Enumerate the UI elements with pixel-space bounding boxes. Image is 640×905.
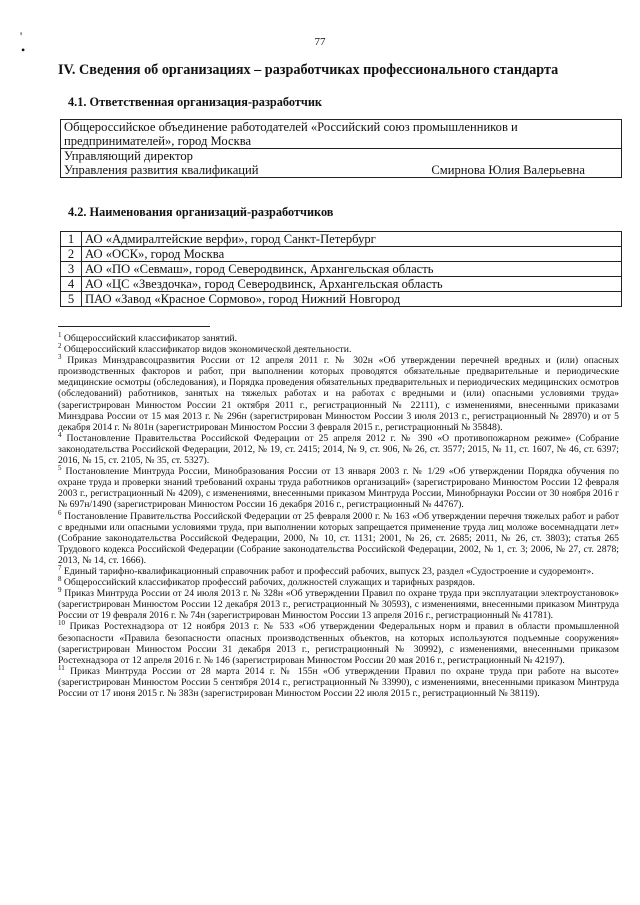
developer-row	[61, 277, 622, 292]
signatory-person: Смирнова Юлия Валерьевна	[431, 163, 585, 177]
footnote-number: 8	[58, 574, 62, 583]
footnote-number: 7	[58, 563, 62, 572]
responsible-heading: 4.1. Ответственная организация-разработчик	[68, 95, 322, 109]
footnote	[58, 563, 619, 577]
page-number: 77	[314, 36, 326, 48]
footnote-number: 5	[58, 463, 62, 472]
scan-mark-bottom: •	[21, 43, 26, 57]
footnote-number: 6	[58, 508, 62, 517]
signatory-position: Управляющий директор	[64, 149, 193, 163]
signatory-line	[64, 163, 618, 177]
footnote	[58, 352, 620, 433]
footnote	[58, 585, 619, 622]
footnote-text: Приказ Минтруда России от 28 марта 2014 г. № 155н «Об утверждении Правил по охране труда при работе на высоте» (зарегистрирован Минюстом России 5 сентября 2014 г., регистрационный № 33990), с изменениями, внесенными приказом Минтруда России от 17 июня 2015 г. № 383н (зарегистрирован Минюстом России 22 июля 2015 г., регистрационный № 38119).	[58, 665, 620, 699]
footnote-text: Приказ Минтруда России от 24 июля 2013 г. № 328н «Об утверждении Правил по охране труда при эксплуатации электроустановок» (зарегистрирован Минюстом России 12 декабря 2013 г., регистрационный № 30593), с изменениями, внесенными приказом Минтруда России от 19 февраля 2016 г. № 74н (зарегистрирован Минюстом России 13 апреля 2016 г., регистрационный № 41781).	[58, 588, 619, 622]
footnote-text: Приказ Минздравсоцразвития России от 12 апреля 2011 г. № 302н «Об утверждении перечней вредных и (или) опасных производственных факторов и работ, при выполнении которых проводятся обязательные предварительные и периодические медицинские осмотры (обследования), и Порядка проведения обязательных предварительных и периодических медицинских осмотров (обследований) работников, занятых на тяжелых работах и на работах с вредными и (или) опасными условиями труда» (зарегистрирован Минюстом России 21 октября 2011 г., регистрационный № 22111), с изменениями, внесенными приказами Минздрава России от 15 мая 2013 г. № 296н (зарегистрирован Минюстом России 3 июля 2013 г., регистрационный № 28970) и от 5 декабря 2014 г. № 801н (зарегистрирован Минюстом России 3 февраля 2015 г., регистрационный № 35848).	[58, 355, 620, 433]
footnote-text: Постановление Правительства Российской Федерации от 25 февраля 2000 г. № 163 «Об утверждении перечня тяжелых работ и работ с вредными или опасными условиями труда, при выполнении которых запрещается применение труда лиц моложе восемнадцати лет» (Собрание законодательства Российской Федерации, 2000, № 10, ст. 1131; 2001, № 26, ст. 2685; 2011, № 26, ст. 3803); статья 265 Трудового кодекса Российской Федерации (Собрание законодательства Российской Федерации, 2002, № 1, ст. 3; 2006, № 27, ст. 2878; 2013, № 14, ст. 1666).	[58, 510, 619, 566]
footnote-number: 1	[58, 330, 62, 339]
footnote-text: Постановление Минтруда России, Минобразования России от 13 января 2003 г. № 1/29 «Об утверждении Порядка обучения по охране труда и проверки знаний требований охраны труда работников организаций» (зарегистрировано Минюстом России 12 февраля 2003 г., регистрационный № 4209), с изменениями, внесенными приказом Минтруда России, Минобрнауки России от 30 ноября 2016 г № 697н/1490 (зарегистрирован Минюстом России 16 декабря 2016 г., регистрационный № 44767).	[58, 466, 619, 511]
footnote	[58, 341, 619, 356]
footnote-number: 9	[58, 585, 62, 594]
developer-name: АО «ПО «Севмаш», город Северодвинск, Архангельская область	[82, 262, 622, 277]
developer-name: АО «ЦС «Звездочка», город Северодвинск, Архангельская область	[82, 277, 622, 292]
footnote	[58, 463, 619, 511]
footnote	[58, 663, 620, 699]
footnote-text: Общероссийский классификатор видов экономической деятельности.	[63, 344, 352, 356]
org-name-line1: Общероссийское объединение работодателей «Российский союз промышленников и	[64, 120, 518, 134]
footnote-text: Общероссийский классификатор профессий рабочих, должностей служащих и тарифных разрядов.	[63, 577, 475, 589]
footnote-text: Общероссийский классификатор занятий.	[63, 333, 238, 344]
signatory-department: Управления развития квалификаций	[64, 163, 259, 177]
footnote-number: 2	[58, 341, 62, 350]
footnote-number: 3	[58, 352, 62, 361]
developer-name: ПАО «Завод «Красное Сормово», город Нижний Новгород	[82, 292, 622, 307]
org-name-line2: предпринимателей», город Москва	[64, 134, 252, 148]
footnote	[58, 621, 619, 665]
footnote	[58, 508, 619, 566]
responsible-org-table	[60, 119, 622, 178]
footnote-text: Приказ Ростехнадзора от 12 ноября 2013 г. № 533 «Об утверждении Федеральных норм и правил в области промышленной безопасности «Правила безопасности опасных производственных объектов, на которых используются подъемные сооружения» (зарегистрирован Минюстом России 31 декабря 2013 г., регистрационный № 30992), с изменениями, внесенными приказом Ростехнадзора от 12 апреля 2016 г. № 146 (зарегистрирован Минюстом России 20 мая 2016 г., регистрационный № 42197).	[58, 621, 620, 666]
footnote-text: Постановление Правительства Российской Федерации от 25 апреля 2012 г. № 390 «О противопожарном режиме» (Собрание законодательства Российской Федерации, 2012, № 19, ст. 2415; 2014, № 9, ст. 906, № 26, ст. 3577; 2015, № 11, ст. 1607, № 46, ст. 6397; 2016, № 15, ст. 2105, № 35, ст. 5327).	[58, 432, 619, 467]
developer-number: 3	[61, 262, 82, 277]
developer-row	[61, 292, 622, 307]
developer-number: 2	[61, 247, 82, 262]
footnotes	[58, 330, 620, 699]
footnote	[58, 330, 619, 344]
section-title: IV. Сведения об организациях – разработчиках профессионального стандарта	[58, 62, 559, 78]
developer-number: 1	[61, 232, 82, 247]
footnote-separator	[58, 326, 210, 327]
developer-row	[61, 232, 622, 247]
developers-table	[60, 231, 622, 307]
footnote	[58, 430, 619, 467]
developer-number: 4	[61, 277, 82, 292]
footnote-number: 11	[58, 663, 65, 672]
developer-row	[61, 247, 622, 262]
footnote-number: 10	[58, 619, 65, 628]
developer-row	[61, 262, 622, 277]
developer-name: АО «Адмиралтейские верфи», город Санкт-Петербург	[82, 232, 622, 247]
developer-number: 5	[61, 292, 82, 307]
org-name-cell	[61, 120, 622, 149]
footnote-number: 4	[58, 430, 62, 439]
footnote-text: Единый тарифно-квалификационный справочник работ и профессий рабочих, выпуск 23, раздел «Судостроение и судоремонт».	[63, 565, 594, 577]
footnote	[58, 574, 619, 589]
developer-name: АО «ОСК», город Москва	[82, 247, 622, 262]
scan-mark-top: '	[20, 29, 23, 43]
signatory-cell	[61, 149, 622, 178]
developers-heading: 4.2. Наименования организаций-разработчиков	[68, 205, 334, 219]
